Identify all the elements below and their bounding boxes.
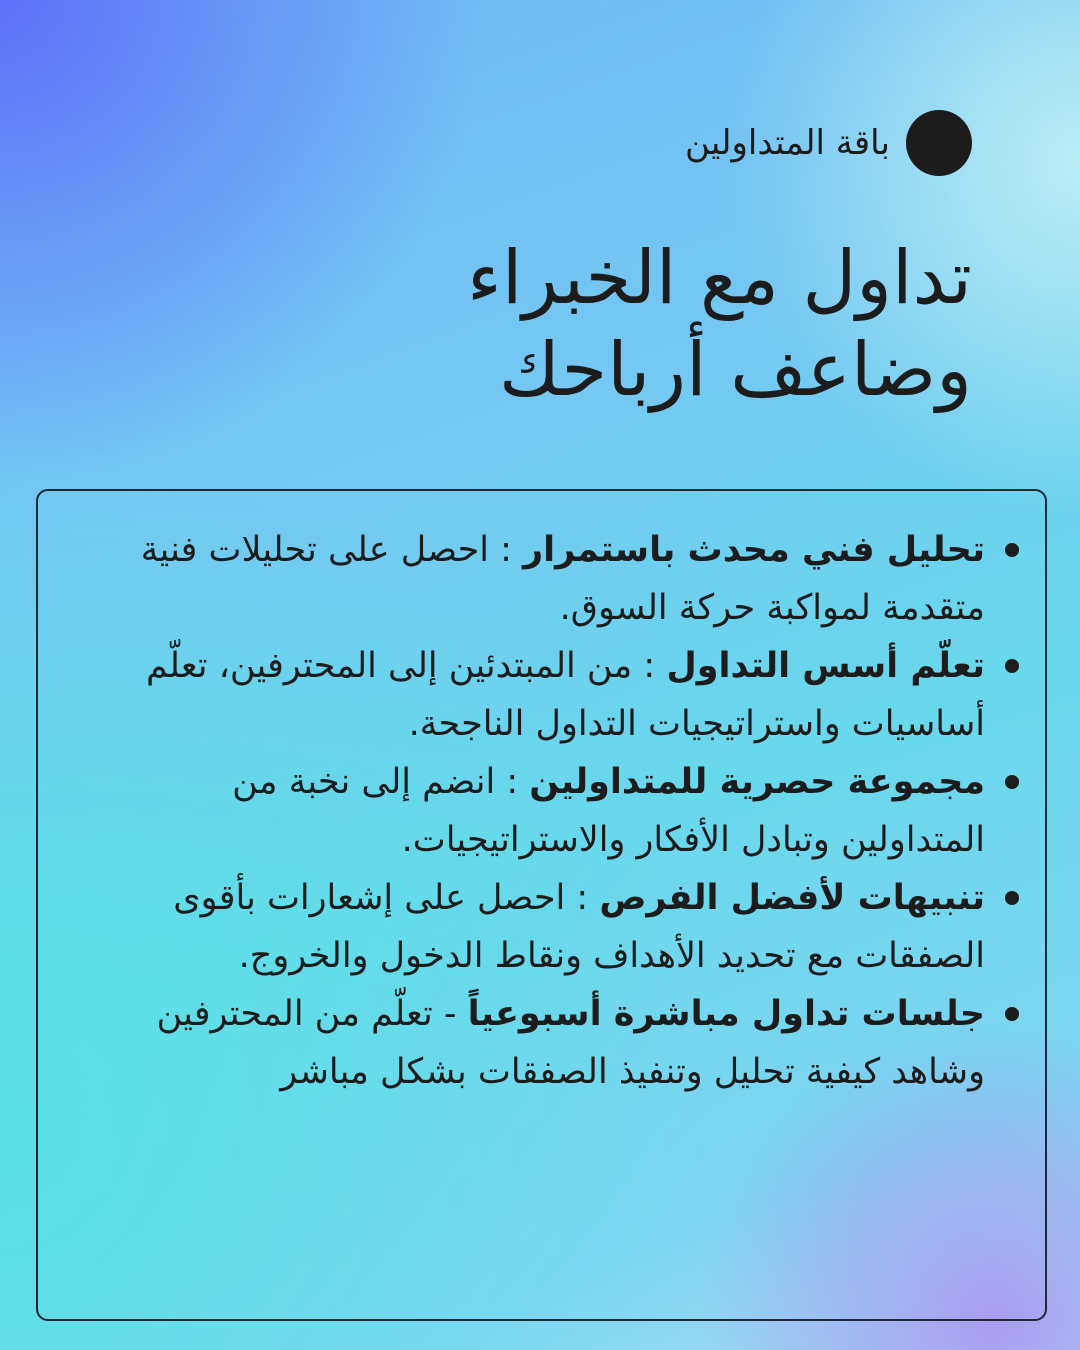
feature-separator: : — [488, 530, 523, 570]
bullet-icon — [1005, 1007, 1019, 1021]
brand-dot-icon — [906, 110, 972, 176]
feature-separator: : — [632, 646, 667, 686]
feature-item-analysis — [89, 521, 1019, 637]
feature-separator: : — [565, 878, 600, 918]
bullet-icon — [1005, 659, 1019, 673]
feature-text — [89, 985, 985, 1101]
feature-description: انضم إلى نخبة من المتداولين وتبادل الأفكار والاستراتيجيات. — [232, 762, 985, 860]
feature-item-group — [89, 753, 1019, 869]
title-line-1: تداول مع الخبراء — [467, 235, 972, 321]
feature-text — [89, 637, 985, 753]
feature-description: احصل على إشعارات بأقوى الصفقات مع تحديد الأهداف ونقاط الدخول والخروج. — [173, 878, 985, 976]
feature-text — [89, 869, 985, 985]
feature-description: تعلّم من المحترفين وشاهد كيفية تحليل وتنفيذ الصفقات بشكل مباشر — [156, 994, 985, 1092]
feature-separator: - — [432, 994, 468, 1034]
bullet-icon — [1005, 891, 1019, 905]
brand-label: باقة المتداولين — [684, 123, 890, 163]
feature-description: من المبتدئين إلى المحترفين، تعلّم أساسيات واستراتيجيات التداول الناجحة. — [145, 646, 985, 744]
feature-separator: : — [495, 762, 530, 802]
feature-item-basics — [89, 637, 1019, 753]
feature-description: احصل على تحليلات فنية متقدمة لمواكبة حركة السوق. — [140, 530, 985, 628]
feature-text — [89, 753, 985, 869]
title-line-2: وضاعف أرباحك — [499, 327, 972, 413]
feature-title: تنبيهات لأفضل الفرص — [599, 878, 985, 918]
feature-item-sessions — [89, 985, 1019, 1101]
feature-item-alerts — [89, 869, 1019, 985]
feature-title: تحليل فني محدث باستمرار — [522, 530, 985, 570]
bullet-icon — [1005, 775, 1019, 789]
bullet-icon — [1005, 543, 1019, 557]
feature-title: جلسات تداول مباشرة أسبوعياً — [467, 994, 985, 1034]
feature-title: تعلّم أسس التداول — [666, 646, 985, 686]
features-card — [36, 489, 1047, 1321]
features-list — [89, 521, 1019, 1101]
page-title — [112, 232, 972, 416]
brand-header — [685, 110, 972, 176]
feature-title: مجموعة حصرية للمتداولين — [529, 762, 985, 802]
feature-text — [89, 521, 985, 637]
